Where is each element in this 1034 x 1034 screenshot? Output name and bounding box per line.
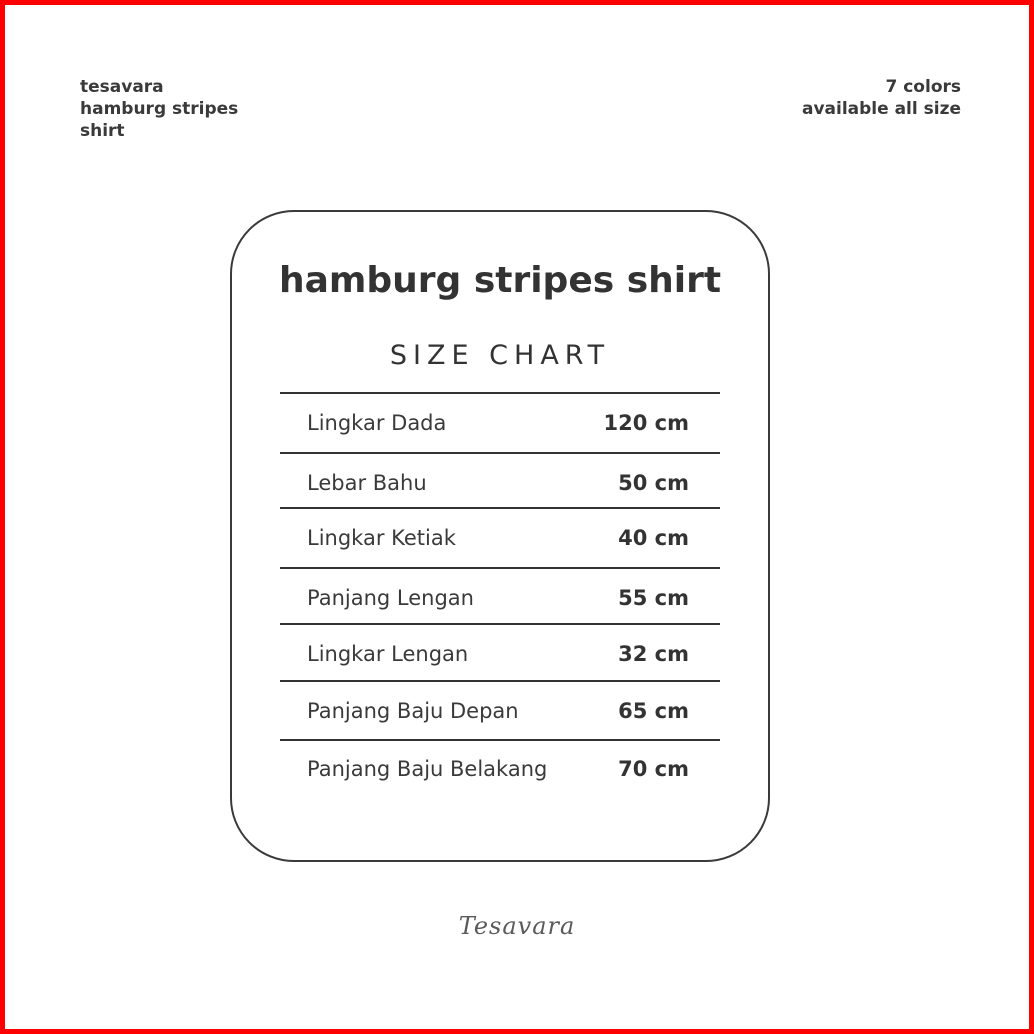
availability-line-1: 7 colors xyxy=(885,77,961,97)
brand-product-heading xyxy=(80,76,238,142)
availability-line-2: available all size xyxy=(801,99,961,119)
size-chart-heading: SIZE CHART xyxy=(389,340,611,371)
size-row-value: 65 cm xyxy=(618,699,689,723)
card-title: hamburg stripes shirt xyxy=(278,260,722,301)
size-row-label: Lingkar Lengan xyxy=(307,642,469,666)
heading-line-1: tesavara xyxy=(80,77,164,97)
size-row-label: Panjang Lengan xyxy=(307,586,474,610)
size-row-value: 120 cm xyxy=(603,411,689,435)
availability-note xyxy=(802,76,961,120)
size-row xyxy=(280,739,720,799)
size-row-label: Lingkar Ketiak xyxy=(307,526,456,550)
size-row-label: Panjang Baju Depan xyxy=(307,699,519,723)
size-row-label: Lingkar Dada xyxy=(307,411,447,435)
size-row xyxy=(280,623,720,681)
size-row-label: Lebar Bahu xyxy=(307,471,427,495)
size-row xyxy=(280,567,720,624)
size-row xyxy=(280,392,720,454)
size-row-value: 32 cm xyxy=(618,642,689,666)
size-row-value: 55 cm xyxy=(618,586,689,610)
heading-line-2: hamburg stripes xyxy=(80,99,239,119)
size-row xyxy=(280,507,720,569)
heading-line-3: shirt xyxy=(80,121,125,141)
size-chart-card xyxy=(230,210,770,862)
brand-logo: Tesavara xyxy=(458,912,576,940)
size-row-value: 40 cm xyxy=(618,526,689,550)
size-row-value: 70 cm xyxy=(618,757,689,781)
size-row xyxy=(280,680,720,740)
size-row xyxy=(280,452,720,508)
size-row-label: Panjang Baju Belakang xyxy=(307,757,548,781)
size-row-value: 50 cm xyxy=(618,471,689,495)
